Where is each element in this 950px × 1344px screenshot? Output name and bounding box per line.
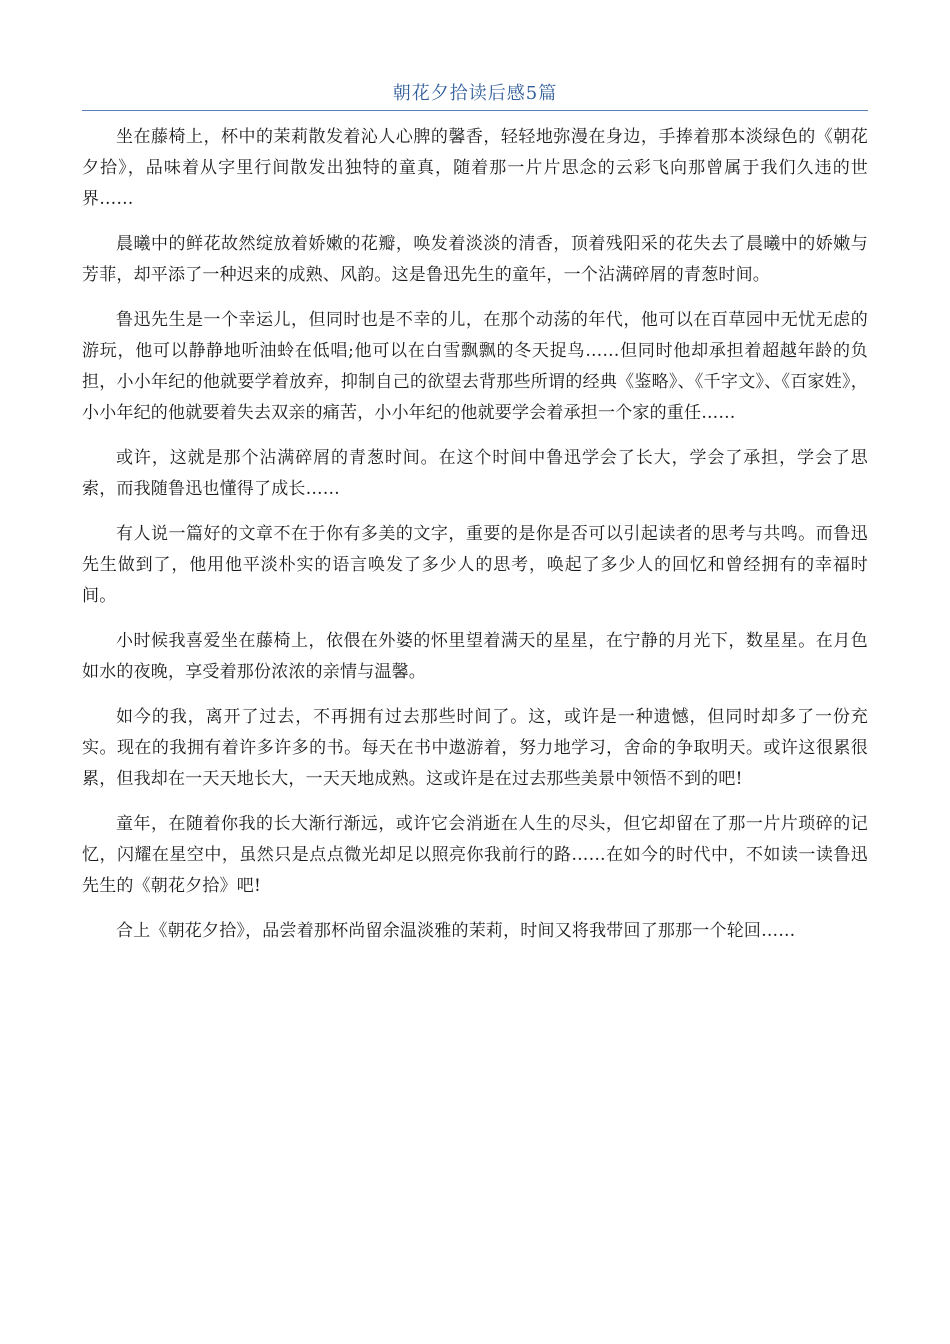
document-title: 朝花夕拾读后感5篇 (392, 83, 558, 104)
paragraph-9: 合上《朝花夕拾》，品尝着那杯尚留余温淡雅的茉莉，时间又将我带回了那那一个轮回…… (116, 921, 796, 941)
paragraph-4: 或许，这就是那个沾满碎屑的青葱时间。在这个时间中鲁迅学会了长大，学会了承担，学会了思索，而我随鲁迅也懂得了成长…… (82, 448, 868, 499)
page-header (82, 80, 868, 111)
paragraph-6: 小时候我喜爱坐在藤椅上，依偎在外婆的怀里望着满天的星星，在宁静的月光下，数星星。在月色如水的夜晚，享受着那份浓浓的亲情与温馨。 (82, 631, 868, 682)
paragraph-5: 有人说一篇好的文章不在于你有多美的文字，重要的是你是否可以引起读者的思考与共鸣。而鲁迅先生做到了，他用他平淡朴实的语言唤发了多少人的思考，唤起了多少人的回忆和曾经拥有的幸福时间。 (82, 524, 868, 606)
paragraph-3: 鲁迅先生是一个幸运儿，但同时也是不幸的儿，在那个动荡的年代，他可以在百草园中无忧无虑的游玩，他可以静静地听油蛉在低唱;他可以在白雪飘飘的冬天捉鸟……但同时他却承担着超越年龄的负担，小小年纪的他就要学着放弃，抑制自己的欲望去背那些所谓的经典《鉴略》、《千字文》、《百家姓》，小小年纪的他就要着失去双亲的痛苦，小小年纪的他就要学会着承担一个家的重任…… (82, 310, 868, 423)
paragraph-2: 晨曦中的鲜花故然绽放着娇嫩的花瓣，唤发着淡淡的清香，顶着残阳采的花失去了晨曦中的娇嫩与芳菲，却平添了一种迟来的成熟、风韵。这是鲁迅先生的童年，一个沾满碎屑的青葱时间。 (82, 234, 868, 285)
paragraph-7: 如今的我，离开了过去，不再拥有过去那些时间了。这，或许是一种遗憾，但同时却多了一份充实。现在的我拥有着许多许多的书。每天在书中遨游着，努力地学习，舍命的争取明天。或许这很累很累，但我却在一天天地长大，一天天地成熟。这或许是在过去那些美景中领悟不到的吧! (82, 707, 868, 789)
paragraph-1: 坐在藤椅上，杯中的茉莉散发着沁人心脾的馨香，轻轻地弥漫在身边，手捧着那本淡绿色的《朝花夕拾》，品味着从字里行间散发出独特的童真，随着那一片片思念的云彩飞向那曾属于我们久违的世界…… (82, 127, 868, 209)
document-body (82, 122, 868, 961)
paragraph-8: 童年，在随着你我的长大渐行渐远，或许它会消逝在人生的尽头，但它却留在了那一片片琐碎的记忆，闪耀在星空中，虽然只是点点微光却足以照亮你我前行的路……在如今的时代中，不如读一读鲁迅先生的《朝花夕拾》吧! (82, 814, 868, 896)
